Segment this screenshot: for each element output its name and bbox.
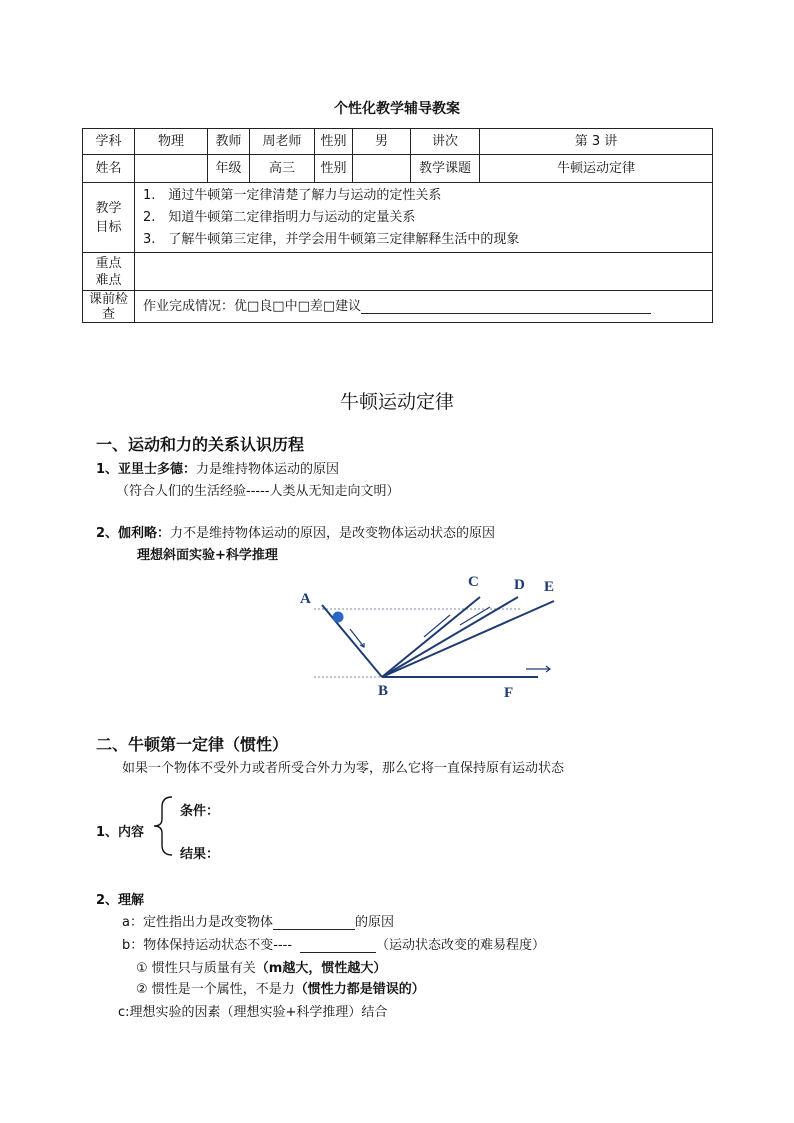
inertia-point-1 bbox=[136, 957, 386, 976]
point-b bbox=[122, 934, 545, 953]
label-d: D bbox=[514, 577, 525, 593]
key-points-content bbox=[135, 253, 713, 291]
ball bbox=[333, 612, 344, 623]
gender-label: 性别 bbox=[315, 129, 353, 155]
precheck-label-line-1: 课前检 bbox=[88, 291, 128, 307]
point-a-suffix: 的原因 bbox=[354, 915, 394, 930]
goal-item: 1. 通过牛顿第一定律清楚了解力与运动的定性关系 bbox=[143, 187, 442, 203]
main-heading: 牛顿运动定律 bbox=[339, 391, 454, 413]
result-label: 结果： bbox=[180, 847, 220, 862]
teacher-label: 教师 bbox=[208, 129, 250, 155]
subject-label: 学科 bbox=[83, 129, 135, 155]
gender-value: 男 bbox=[353, 129, 411, 155]
condition-label: 条件： bbox=[180, 804, 220, 819]
aristotle-line bbox=[96, 458, 339, 477]
understanding-label: 2、理解 bbox=[96, 893, 145, 908]
section1-title: 一、运动和力的关系认识历程 bbox=[96, 435, 305, 454]
goals-label-line-1: 教学 bbox=[95, 200, 122, 216]
point-a-blank bbox=[273, 916, 355, 930]
label-b: B bbox=[378, 683, 389, 699]
inertia-point-1-bold: （m越大，惯性越大） bbox=[255, 961, 387, 976]
name-value bbox=[135, 155, 208, 183]
aristotle-note: （符合人们的生活经验-----人类从无知走向文明） bbox=[116, 484, 400, 499]
subject-value: 物理 bbox=[135, 129, 208, 155]
gender-value-2 bbox=[353, 155, 411, 183]
name-label: 姓名 bbox=[83, 155, 135, 183]
galileo-line bbox=[96, 522, 495, 541]
session-value: 第 3 讲 bbox=[480, 129, 713, 155]
ideal-experiment-label: 理想斜面实验+科学推理 bbox=[137, 548, 278, 563]
precheck-label-line-2: 查 bbox=[101, 306, 115, 322]
topic-label: 教学课题 bbox=[411, 155, 480, 183]
lesson-info-table bbox=[82, 128, 713, 323]
session-label: 讲次 bbox=[411, 129, 480, 155]
inertia-point-2-bold: （惯性力都是错误的） bbox=[294, 982, 425, 997]
key-label-line-2: 难点 bbox=[95, 272, 122, 288]
label-f: F bbox=[504, 685, 514, 701]
suggestion-blank bbox=[361, 299, 651, 314]
aristotle-label: 1、亚里士多德： bbox=[96, 462, 197, 477]
aristotle-text: 力是维持物体运动的原因 bbox=[196, 462, 340, 477]
grade-label: 年级 bbox=[208, 155, 250, 183]
goal-item: 3. 了解牛顿第三定律，并学会用牛顿第三定律解释生活中的现象 bbox=[143, 231, 520, 247]
key-points-label bbox=[83, 253, 135, 291]
newton-first-law-statement: 如果一个物体不受外力或者所受合外力为零，那么它将一直保持原有运动状态 bbox=[122, 761, 565, 776]
section2-title: 二、牛顿第一定律（惯性） bbox=[96, 735, 289, 754]
key-label-line-1: 重点 bbox=[95, 255, 122, 271]
topic-value: 牛顿运动定律 bbox=[480, 155, 713, 183]
point-a bbox=[122, 911, 394, 930]
incline-e bbox=[382, 601, 554, 677]
gender-label-2: 性别 bbox=[315, 155, 353, 183]
arrow-up-c bbox=[424, 615, 450, 637]
goals-content bbox=[135, 183, 713, 253]
precheck-label bbox=[83, 291, 135, 323]
document-title: 个性化教学辅导教案 bbox=[334, 101, 460, 117]
incline-ab bbox=[322, 605, 382, 677]
point-a-text: a：定性指出力是改变物体 bbox=[122, 915, 273, 930]
goals-label-line-2: 目标 bbox=[95, 219, 122, 235]
teacher-value: 周老师 bbox=[250, 129, 315, 155]
point-b-blank bbox=[300, 939, 376, 953]
label-c: C bbox=[468, 574, 479, 590]
point-b-suffix: （运动状态改变的难易程度） bbox=[376, 938, 546, 953]
point-b-text: b：物体保持运动状态不变---- bbox=[122, 938, 293, 953]
inertia-point-2-text: ② 惯性是一个属性，不是力 bbox=[136, 982, 295, 997]
inclined-plane-diagram bbox=[290, 565, 580, 705]
inertia-point-2 bbox=[136, 978, 425, 997]
arrow-down-slope bbox=[350, 629, 364, 647]
inertia-point-1-text: ① 惯性只与质量有关 bbox=[136, 961, 256, 976]
label-e: E bbox=[544, 579, 555, 595]
goal-item: 2. 知道牛顿第二定律指明力与运动的定量关系 bbox=[143, 209, 416, 225]
content-label: 1、内容 bbox=[96, 825, 145, 840]
curly-brace-icon bbox=[150, 795, 176, 857]
precheck-content bbox=[135, 291, 713, 323]
galileo-label: 2、伽利略： bbox=[96, 526, 171, 541]
precheck-text: 作业完成情况：优□良□中□差□建议 bbox=[143, 299, 362, 314]
goals-label bbox=[83, 183, 135, 253]
galileo-text: 力不是维持物体运动的原因，是改变物体运动状态的原因 bbox=[170, 526, 496, 541]
point-c: c:理想实验的因素（理想实验+科学推理）结合 bbox=[118, 1005, 388, 1020]
grade-value: 高三 bbox=[250, 155, 315, 183]
label-a: A bbox=[300, 591, 311, 607]
